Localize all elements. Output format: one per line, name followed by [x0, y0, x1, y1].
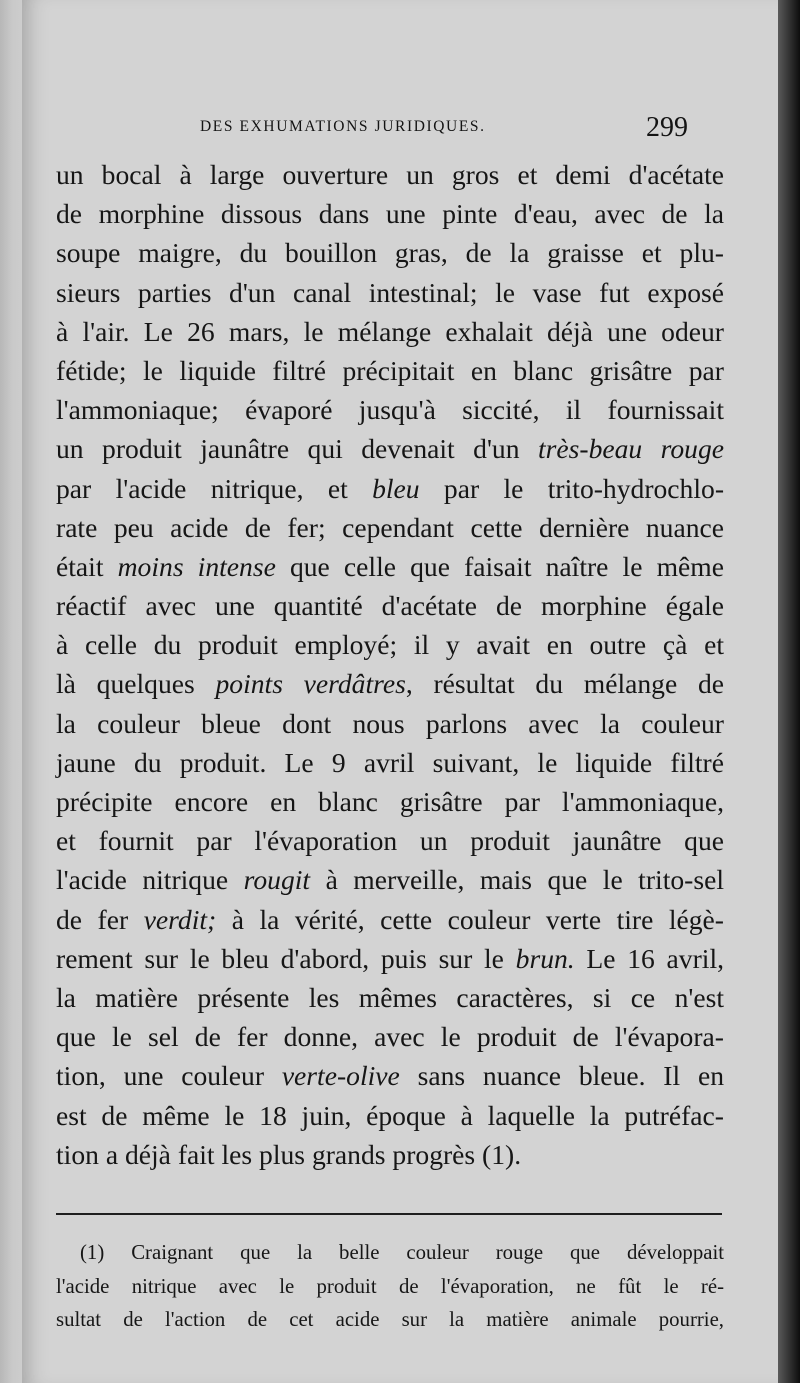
footnote	[56, 1236, 724, 1337]
text-line: de morphine dissous dans une pinte d'eau, avec de la	[56, 198, 724, 230]
text-line: fétide; le liquide filtré précipitait en blanc grisâtre par	[56, 354, 724, 386]
text-line: réactif avec une quantité d'acétate de morphine égale	[56, 590, 724, 622]
italic-phrase: points verdâtres	[215, 668, 406, 700]
main-text	[56, 155, 724, 1174]
text-line: jaune du produit. Le 9 avril suivant, le liquide filtré	[56, 746, 724, 778]
text-line: tion, une couleur verte-olive sans nuance bleue. Il en	[56, 1060, 724, 1092]
running-title: DES EXHUMATIONS JURIDIQUES.	[200, 118, 486, 135]
text-line: sieurs parties d'un canal intestinal; le vase fut exposé	[56, 276, 724, 308]
italic-phrase: moins intense	[117, 550, 276, 582]
italic-phrase: brun.	[515, 942, 575, 974]
italic-phrase: bleu	[372, 472, 420, 504]
text-line: rate peu acide de fer; cependant cette dernière nuance	[56, 511, 724, 543]
text-line: précipite encore en blanc grisâtre par l'ammoniaque,	[56, 786, 724, 817]
text-line: la matière présente les mêmes caractères, si ce n'est	[56, 981, 724, 1013]
text-line: la couleur bleue dont nous parlons avec la couleur	[56, 707, 724, 739]
italic-phrase: rougit	[243, 864, 311, 896]
text-line: et fournit par l'évaporation un produit jaunâtre que	[56, 825, 724, 857]
gutter-shadow	[778, 0, 800, 1383]
text-line: à celle du produit employé; il y avait en outre çà et	[56, 629, 724, 661]
italic-phrase: très-beau rouge	[537, 433, 725, 465]
text-line: à l'air. Le 26 mars, le mélange exhalait déjà une odeur	[56, 315, 724, 347]
italic-phrase: verdit;	[143, 903, 217, 935]
text-line: sultat de l'action de cet acide sur la matière animale pourrie,	[56, 1308, 724, 1331]
text-line: que le sel de fer donne, avec le produit de l'évapora-	[56, 1021, 724, 1053]
footnote-rule	[56, 1213, 722, 1215]
text-line: (1) Craignant que la belle couleur rouge que développait	[80, 1241, 724, 1264]
text-line: l'acide nitrique rougit à merveille, mais que le trito-sel	[56, 864, 724, 896]
text-line: de fer verdit; à la vérité, cette couleur verte tire légè-	[56, 903, 724, 935]
text-line: tion a déjà fait les plus grands progrès (1).	[56, 1138, 522, 1170]
text-line: par l'acide nitrique, et bleu par le trito-hydrochlo-	[56, 472, 725, 504]
text-line: un produit jaunâtre qui devenait d'un très-beau rouge	[56, 433, 725, 465]
text-line: rement sur le bleu d'abord, puis sur le brun. Le 16 avril,	[56, 942, 725, 974]
text-line: l'acide nitrique avec le produit de l'évaporation, ne fût le ré-	[56, 1274, 724, 1298]
text-line: était moins intense que celle que faisait naître le même	[56, 550, 725, 582]
italic-phrase: verte-olive	[281, 1060, 400, 1092]
text-line: soupe maigre, du bouillon gras, de la graisse et plu-	[56, 237, 724, 269]
text-line: là quelques points verdâtres, résultat du mélange de	[56, 668, 724, 700]
text-line: un bocal à large ouverture un gros et demi d'acétate	[56, 159, 724, 190]
page-number: 299	[646, 112, 688, 143]
text-line: l'ammoniaque; évaporé jusqu'à siccité, il fournissait	[56, 394, 724, 426]
text-line: est de même le 18 juin, époque à laquelle la putréfac-	[56, 1099, 724, 1131]
